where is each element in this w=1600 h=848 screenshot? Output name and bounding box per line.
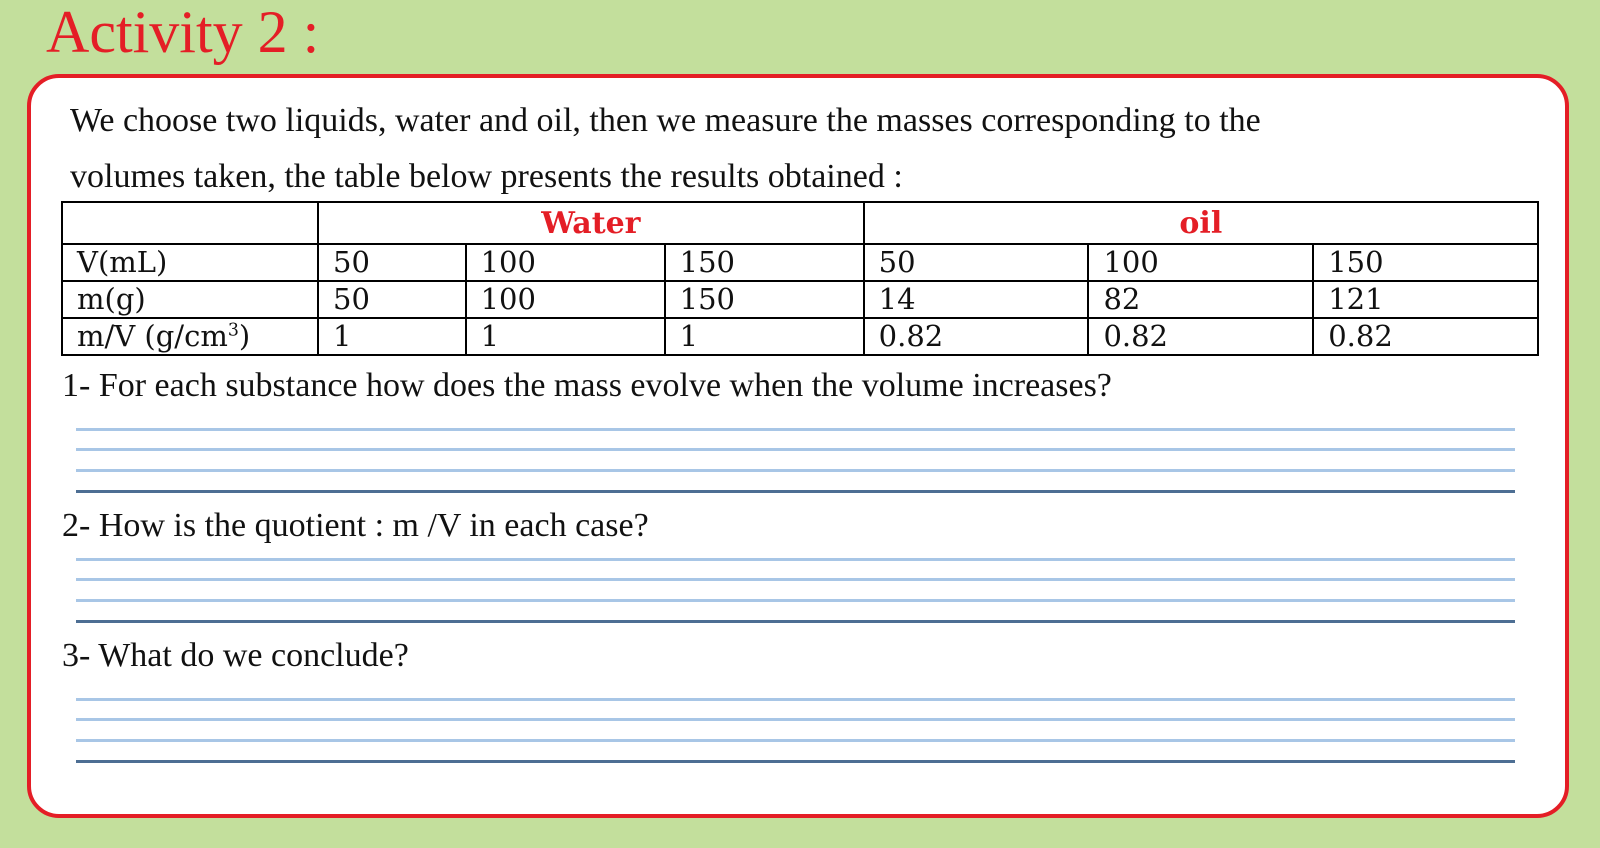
table-cell: 150 xyxy=(1313,244,1538,281)
water-header: Water xyxy=(318,202,864,244)
density-label-exponent: 3 xyxy=(227,320,239,341)
table-cell: 0.82 xyxy=(1313,318,1538,355)
table-cell: 1 xyxy=(318,318,466,355)
row-label-volume: V(mL) xyxy=(62,244,318,281)
oil-header: oil xyxy=(864,202,1538,244)
table-cell: 14 xyxy=(864,281,1089,318)
table-cell: 121 xyxy=(1313,281,1538,318)
answer-line[interactable] xyxy=(76,620,1515,623)
table-row xyxy=(62,244,1538,281)
results-table xyxy=(61,201,1539,356)
answer-line[interactable] xyxy=(76,490,1515,493)
answer-line[interactable] xyxy=(76,718,1515,721)
table-cell: 100 xyxy=(466,281,665,318)
question-3: 3- What do we conclude? xyxy=(62,637,409,674)
answer-line[interactable] xyxy=(76,578,1515,581)
table-cell: 50 xyxy=(318,281,466,318)
table-row xyxy=(62,281,1538,318)
table-cell: 100 xyxy=(466,244,665,281)
answer-line[interactable] xyxy=(76,558,1515,561)
table-cell: 1 xyxy=(665,318,864,355)
activity-title: Activity 2 : xyxy=(46,0,320,65)
row-label-mass: m(g) xyxy=(62,281,318,318)
table-header-row xyxy=(62,202,1538,244)
answer-line[interactable] xyxy=(76,599,1515,602)
answer-line[interactable] xyxy=(76,428,1515,431)
answer-line[interactable] xyxy=(76,760,1515,763)
density-label-end: ) xyxy=(238,319,251,353)
table-cell: 1 xyxy=(466,318,665,355)
table-cell: 50 xyxy=(318,244,466,281)
table-cell: 0.82 xyxy=(864,318,1089,355)
answer-line[interactable] xyxy=(76,739,1515,742)
density-label-main: m/V (g/cm xyxy=(77,319,228,353)
table-cell: 150 xyxy=(665,244,864,281)
table-row xyxy=(62,318,1538,355)
row-label-density xyxy=(62,318,318,355)
question-1: 1- For each substance how does the mass evolve when the volume increases? xyxy=(62,367,1112,404)
table-cell: 50 xyxy=(864,244,1089,281)
table-cell: 100 xyxy=(1088,244,1313,281)
table-cell: 150 xyxy=(665,281,864,318)
table-cell: 0.82 xyxy=(1088,318,1313,355)
question-2: 2- How is the quotient : m /V in each case? xyxy=(62,507,649,544)
intro-line-2: volumes taken, the table below presents the results obtained : xyxy=(70,158,903,195)
answer-line[interactable] xyxy=(76,698,1515,701)
table-cell: 82 xyxy=(1088,281,1313,318)
intro-line-1: We choose two liquids, water and oil, then we measure the masses corresponding to the xyxy=(70,102,1261,139)
answer-line[interactable] xyxy=(76,448,1515,451)
table-corner-cell xyxy=(62,202,318,244)
intro-text xyxy=(70,93,1550,205)
answer-line[interactable] xyxy=(76,469,1515,472)
